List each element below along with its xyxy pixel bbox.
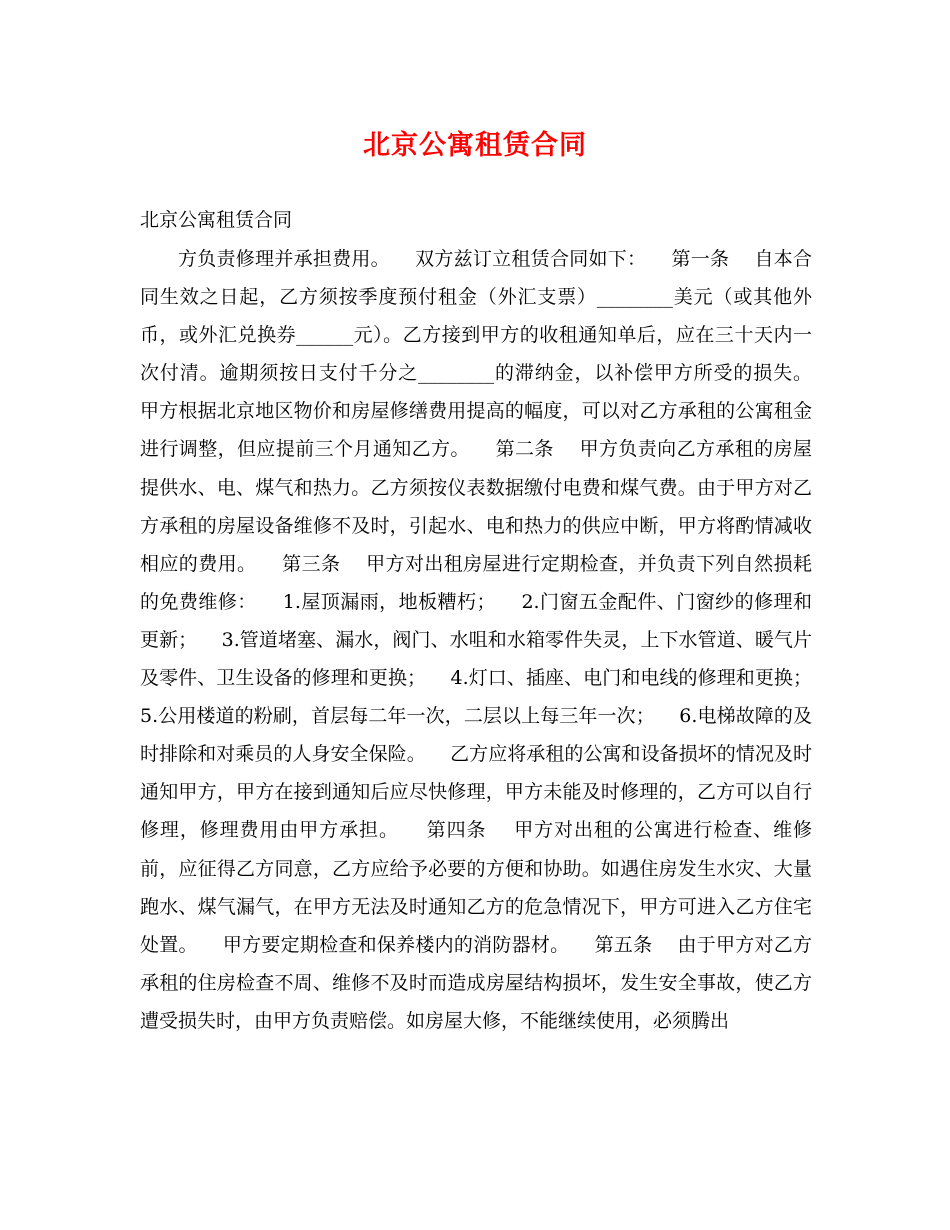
document-title: 北京公寓租赁合同 [363,130,587,161]
document-subtitle: 北京公寓租赁合同 [140,209,293,231]
contract-body-paragraph: 方负责修理并承担费用。 双方兹订立租赁合同如下： 第一条 自本合同生效之日起，乙方须按季度预付租金（外汇支票）________美元（或其他外币，或外汇兑换券______元）。乙方接到甲方的收租通知单后，应在三十天内一次付清。逾期须按日支付千分之________的滞纳金，以补偿甲方所受的损失。 甲方根据北京地区物价和房屋修缮费用提高的幅度，可以对乙方承租的公寓租金进行调整，但应提前三个月通知乙方。 第二条 甲方负责向乙方承租的房屋提供水、电、煤气和热力。乙方须按仪表数据缴付电费和煤气费。由于甲方对乙方承租的房屋设备维修不及时，引起水、电和热力的供应中断，甲方将酌情减收相应的费用。 第三条 甲方对出租房屋进行定期检查，并负责下列自然损耗的免费维修： 1.屋顶漏雨，地板糟朽； 2.门窗五金配件、门窗纱的修理和更新； 3.管道堵塞、漏水，阀门、水咀和水箱零件失灵，上下水管道、暖气片及零件、卫生设备的修理和更换； 4.灯口、插座、电门和电线的修理和更换； 5.公用楼道的粉刷，首层每二年一次，二层以上每三年一次； 6.电梯故障的及时排除和对乘员的人身安全保险。 乙方应将承租的公寓和设备损坏的情况及时通知甲方，甲方在接到通知后应尽快修理，甲方未能及时修理的，乙方可以自行修理，修理费用由甲方承担。 第四条 甲方对出租的公寓进行检查、维修前，应征得乙方同意，乙方应给予必要的方便和协助。如遇住房发生水灾、大量跑水、煤气漏气，在甲方无法及时通知乙方的危急情况下，甲方可进入乙方住宅处置。 甲方要定期检查和保养楼内的消防器材。 第五条 由于甲方对乙方承租的住房检查不周、维修不及时而造成房屋结构损坏，发生安全事故，使乙方遭受损失时，由甲方负责赔偿。如房屋大修，不能继续使用，必须腾出 [140,248,837,1032]
